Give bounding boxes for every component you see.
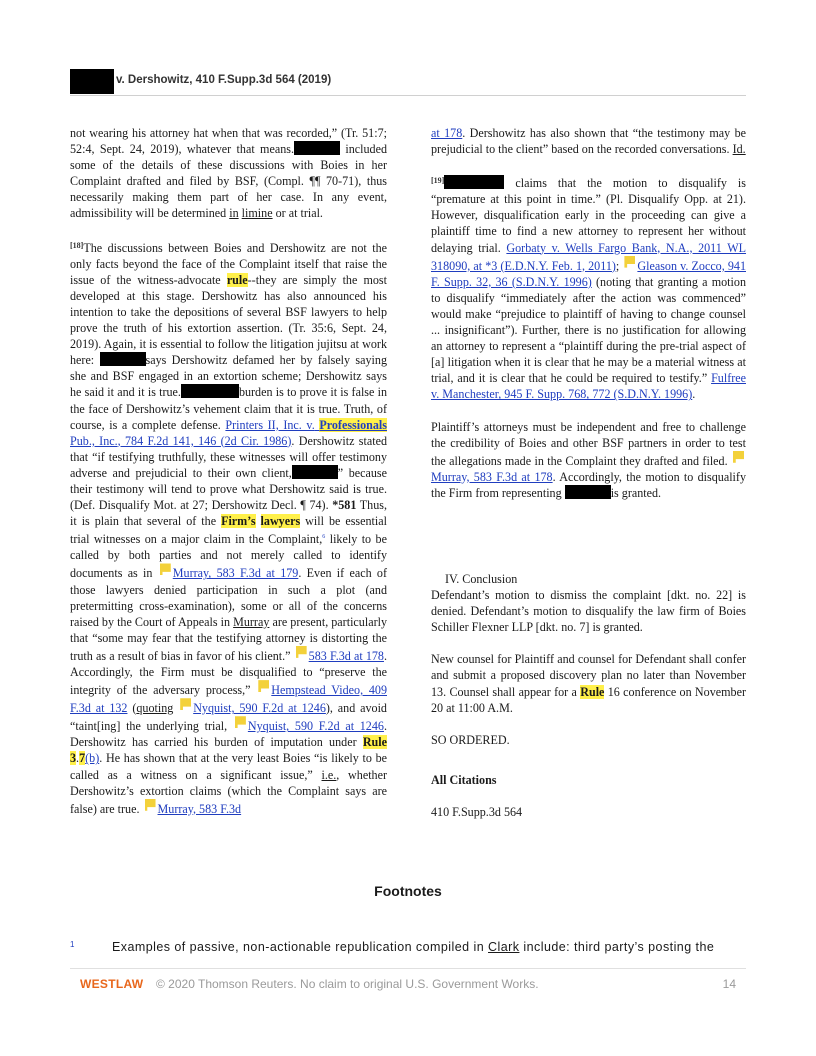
redaction-box bbox=[294, 141, 340, 155]
footnote-ref[interactable]: 6 bbox=[322, 534, 326, 541]
section-heading: IV. Conclusion bbox=[445, 571, 518, 586]
case-title: v. Dershowitz, 410 F.Supp.3d 564 (2019) bbox=[116, 74, 332, 86]
headnote-marker[interactable]: [19] bbox=[431, 176, 445, 186]
all-citations-heading: All Citations bbox=[431, 772, 497, 787]
redaction-box bbox=[181, 384, 239, 398]
flag-icon[interactable] bbox=[145, 799, 156, 811]
search-highlight: rule bbox=[226, 272, 248, 287]
flag-icon[interactable] bbox=[180, 698, 191, 710]
flag-icon[interactable] bbox=[258, 680, 269, 692]
page-footer bbox=[70, 968, 746, 1001]
so-ordered: SO ORDERED. bbox=[431, 732, 510, 747]
paragraph: at 178. Dershowitz has also shown that “the testimony may be prejudicial to the client” based on the recorded conversations. Id. bbox=[431, 126, 746, 157]
citation-link[interactable]: Gleason v. Zocco, 941 F. Supp. 32, 36 (S.D.N.Y. 1996) bbox=[431, 258, 746, 289]
redaction-box bbox=[70, 69, 114, 94]
citation-link[interactable]: Murray, 583 F.3d at 178 bbox=[431, 469, 553, 484]
footnote-number[interactable]: 1 bbox=[70, 940, 75, 949]
westlaw-logo: WESTLAW bbox=[80, 977, 144, 991]
citation-link[interactable]: Murray, 583 F.3d bbox=[157, 801, 242, 816]
left-column bbox=[70, 125, 387, 817]
citation-link[interactable]: Fulfree v. Manchester, 945 F. Supp. 768, 772 (S.D.N.Y. 1996) bbox=[431, 371, 746, 402]
citation-value: 410 F.Supp.3d 564 bbox=[431, 804, 523, 819]
copyright-notice: © 2020 Thomson Reuters. No claim to original U.S. Government Works. bbox=[156, 977, 539, 991]
paragraph: Plaintiff’s attorneys must be independent and free to challenge the credibility of Boies and other BSF partners in order to test the allegations made in the Complaint they drafted and filed. Murray, 583 F.3d at 178. Accordingly, the motion to disqualify the Firm from representing is granted. bbox=[431, 419, 746, 500]
headnote-marker[interactable]: [18] bbox=[70, 240, 84, 250]
footnotes-heading: Footnotes bbox=[374, 883, 442, 899]
paragraph: Defendant’s motion to dismiss the complaint [dkt. no. 22] is denied. Defendant’s motion to disqualify the law firm of Boies Schiller Flexner LLP [dkt. no. 7] is granted. bbox=[431, 588, 746, 635]
redaction-box bbox=[292, 465, 338, 479]
citation-link[interactable]: Printers II, Inc. v. Professionals Pub., Inc., 784 F.2d 141, 146 (2d Cir. 1986) bbox=[70, 417, 387, 448]
flag-icon[interactable] bbox=[296, 646, 307, 658]
paragraph: New counsel for Plaintiff and counsel for Defendant shall confer and submit a proposed discovery plan no later than November 13. Counsel shall appear for a Rule 16 conference on November 20 at 11:00 A.M. bbox=[431, 652, 746, 715]
running-header bbox=[70, 69, 746, 96]
paragraph: [18]The discussions between Boies and Dershowitz are not the only facts beyond the face of the Complaint itself that raise the issue of the witness-advocate rule--they are simply the most developed at this stage. Dershowitz has also announced his intention to take the depositions of several BSF lawyers to help prove the truth of his extortion assertion. (Tr. 35:6, Sept. 24, 2019). Again, it is essential to follow the litigation jujitsu at work here: says Dershowitz defamed her by falsely saying she and BSF engaged in an extortion scheme; Dershowitz says he said it and it is true. burden is to prove it is false in the face of Dershowitz’s vehement claim that it is true. Truth, of course, is a complete defense. Printers II, Inc. v. Professionals Pub., Inc., 784 F.2d 141, 146 (2d Cir. 1986). Dershowitz stated that “if testifying truthfully, these witnesses will offer testimony adverse and prejudicial to their own client, ” because their testimony will tend to prove what Dershowitz said is true. (Def. Disqualify Mot. at 27; Dershowitz Decl. ¶ 74). *581 Thus, it is plain that several of the Firm’s lawyers will be essential trial witnesses on a major claim in the Complaint,$^6$ likely to be called by both parties and not merely called to identify documents as in Murray, 583 F.3d at 179. Even if each of those lawyers denied participation in such a plot (and pretermitting cross-examination), some or all of the concerns raised by the Court of Appeals in Murray are present, particularly that “some may fear that the testifying attorney is distorting the truth as a result of bias in favor of his client.” 583 F.3d at 178. Accordingly, the Firm must be disqualified to “preserve the integrity of the adversary process,” Hempstead Video, 409 F.3d at 132 (quoting Nyquist, 590 F.2d at 1246), and avoid “taint[ing] the underlying trial, Nyquist, 590 F.2d at 1246. Dershowitz has carried his burden of imputation under Rule 3.7(b). He has shown that at the very least Boies “is likely to be called as a witness on a significant issue,” i.e., whether Dershowitz’s extortion claims (which the Complaint says are false) are true. Murray, 583 F.3d bbox=[70, 240, 388, 816]
redaction-box bbox=[100, 352, 146, 366]
citation-link[interactable]: Gorbaty v. Wells Fargo Bank, N.A., 2011 WL 318090, at *3 (E.D.N.Y. Feb. 1, 2011) bbox=[431, 240, 747, 273]
flag-icon[interactable] bbox=[624, 256, 635, 268]
rule-link[interactable]: (b) bbox=[85, 751, 100, 766]
citation-link[interactable]: Nyquist, 590 F.2d at 1246 bbox=[193, 701, 326, 716]
citation-link[interactable]: 583 F.3d at 178 bbox=[308, 648, 384, 663]
redaction-box bbox=[565, 485, 611, 499]
flag-icon[interactable] bbox=[733, 451, 744, 463]
right-column bbox=[431, 125, 746, 820]
flag-icon[interactable] bbox=[160, 563, 171, 575]
paragraph: [19] claims that the motion to disqualify is “premature at this point in time.” (Pl. Disqualify Opp. at 21). However, disqualification early in the proceeding can give a plaintiff time to find a new attorney to represent her without delaying trial. Gorbaty v. Wells Fargo Bank, N.A., 2011 WL 318090, at *3 (E.D.N.Y. Feb. 1, 2011); Gleason v. Zocco, 941 F. Supp. 32, 36 (S.D.N.Y. 1996) (noting that granting a motion to disqualify “immediately after the action was commenced” would make “prejudice to plaintiff of having to change counsel ... insignificant”). Further, there is no justification for allowing an attorney to represent a “plaintiff during the pre-trial aspect of [a] litigation when it is clear that he may be a material witness at trial, and it is clear that he could be required to testify.” Fulfree v. Manchester, 945 F. Supp. 768, 772 (S.D.N.Y. 1996). bbox=[431, 176, 747, 402]
star-page: *581 bbox=[332, 498, 357, 513]
paragraph: not wearing his attorney hat when that was recorded,” (Tr. 51:7; 52:4, Sept. 24, 2019), whatever that means. included some of the details of these discussions with Boies in her Complaint drafted and filed by BSF, (Compl. ¶¶ 70-71), thus necessarily making them part of her case. In any event, admissibility will be determined in limine or at trial. bbox=[70, 126, 387, 221]
flag-icon[interactable] bbox=[235, 716, 246, 728]
citation-link[interactable]: at 178 bbox=[431, 126, 463, 140]
citation-link[interactable]: Murray, 583 F.3d at 179 bbox=[172, 566, 299, 581]
page-number: 14 bbox=[722, 977, 736, 991]
redaction-box bbox=[444, 175, 504, 189]
citation-link[interactable]: Hempstead Video, 409 F.3d at 132 bbox=[70, 683, 387, 716]
citation-link[interactable]: Nyquist, 590 F.2d at 1246 bbox=[247, 719, 384, 734]
